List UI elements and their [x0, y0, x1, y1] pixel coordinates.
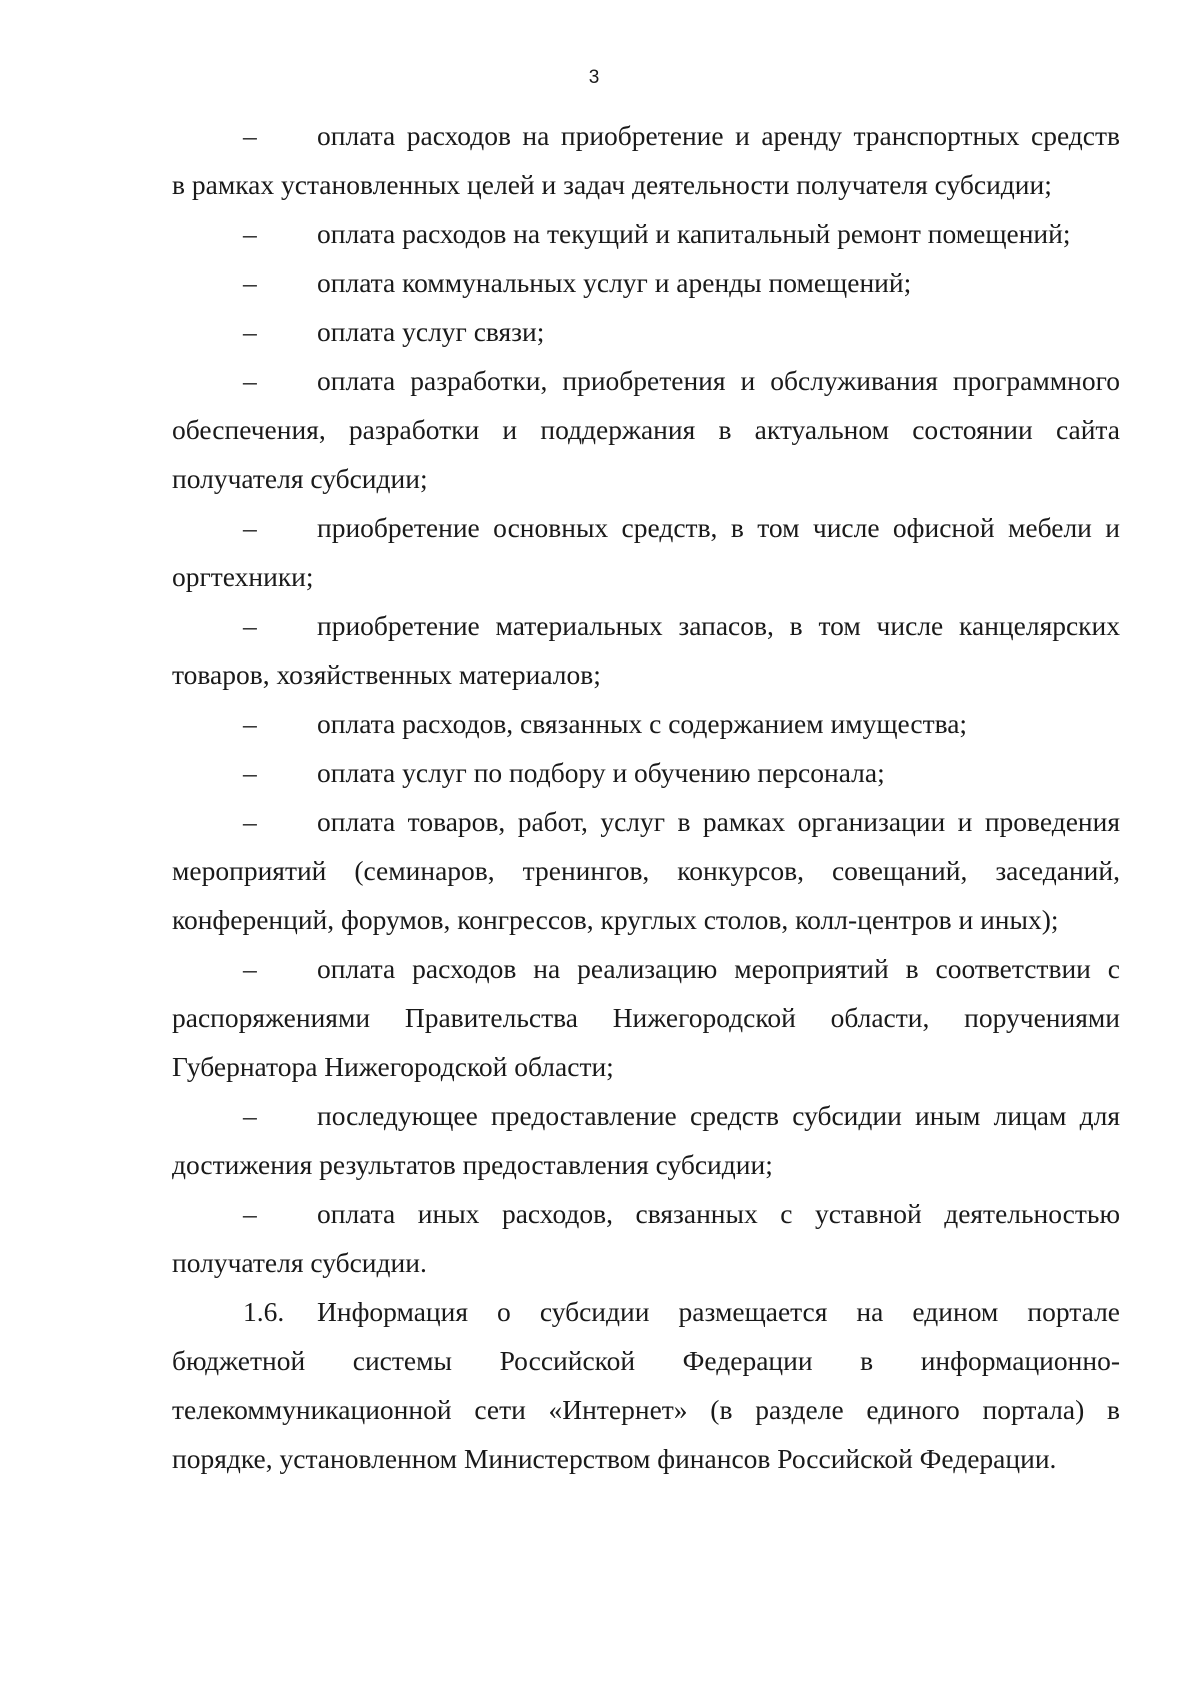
paragraph-first-line	[172, 111, 1120, 160]
text-line: оргтехники;	[172, 561, 314, 592]
list-item	[172, 1189, 1120, 1287]
list-item	[172, 111, 1120, 209]
list-dash-marker: –	[243, 1100, 257, 1131]
list-item	[172, 944, 1120, 1091]
list-dash-marker: –	[243, 806, 257, 837]
paragraph-first-line	[172, 503, 1120, 552]
list-item	[172, 748, 1120, 797]
list-item	[172, 601, 1120, 699]
list-dash-marker: –	[243, 218, 257, 249]
text-line: оплата расходов на реализацию мероприятий в соответствии с	[317, 953, 1120, 984]
list-dash-marker: –	[243, 610, 257, 641]
text-line: оплата иных расходов, связанных с уставной деятельностью	[317, 1198, 1120, 1229]
text-line: приобретение основных средств, в том числе офисной мебели и	[317, 512, 1120, 543]
text-line: порядке, установленном Министерством финансов Российской Федерации.	[172, 1443, 1057, 1474]
text-line: оплата расходов на текущий и капитальный ремонт помещений;	[317, 218, 1071, 249]
text-line: бюджетной системы Российской Федерации в информационно-	[172, 1345, 1120, 1376]
list-item	[172, 356, 1120, 503]
list-dash-marker: –	[243, 953, 257, 984]
paragraph-first-line	[172, 1091, 1120, 1140]
paragraph-first-line	[172, 1189, 1120, 1238]
list-dash-marker: –	[243, 316, 257, 347]
list-item	[172, 797, 1120, 944]
text-line: оплата расходов, связанных с содержанием имущества;	[317, 708, 968, 739]
paragraph-first-line	[172, 209, 1120, 258]
list-dash-marker: –	[243, 757, 257, 788]
text-line: оплата услуг по подбору и обучению персонала;	[317, 757, 885, 788]
text-line: товаров, хозяйственных материалов;	[172, 659, 601, 690]
text-line: Губернатора Нижегородской области;	[172, 1051, 614, 1082]
text-line: в рамках установленных целей и задач деятельности получателя субсидии;	[172, 169, 1052, 200]
text-line: приобретение материальных запасов, в том числе канцелярских	[317, 610, 1120, 641]
list-dash-marker: –	[243, 1198, 257, 1229]
numbered-paragraph	[172, 1287, 1120, 1483]
text-line: оплата товаров, работ, услуг в рамках организации и проведения	[317, 806, 1120, 837]
list-dash-marker: –	[243, 120, 257, 151]
text-line: конференций, форумов, конгрессов, круглых столов, колл-центров и иных);	[172, 904, 1059, 935]
paragraph-first-line	[172, 307, 1120, 356]
paragraph-first-line	[172, 944, 1120, 993]
text-line: обеспечения, разработки и поддержания в актуальном состоянии сайта	[172, 414, 1120, 445]
paragraph-first-line	[172, 699, 1120, 748]
text-line: оплата расходов на приобретение и аренду транспортных средств	[317, 120, 1120, 151]
list-item	[172, 503, 1120, 601]
text-line: оплата коммунальных услуг и аренды помещений;	[317, 267, 912, 298]
paragraph-first-line	[172, 258, 1120, 307]
document-body	[172, 111, 1120, 1483]
paragraph-first-line	[172, 601, 1120, 650]
section-number: 1.6.	[243, 1296, 285, 1327]
list-item	[172, 699, 1120, 748]
text-line: получателя субсидии.	[172, 1247, 427, 1278]
text-line: распоряжениями Правительства Нижегородской области, поручениями	[172, 1002, 1120, 1033]
text-line: оплата услуг связи;	[317, 316, 545, 347]
list-item	[172, 1091, 1120, 1189]
text-line: достижения результатов предоставления субсидии;	[172, 1149, 773, 1180]
text-line: телекоммуникационной сети «Интернет» (в разделе единого портала) в	[172, 1394, 1120, 1425]
page-number: 3	[588, 67, 600, 88]
list-dash-marker: –	[243, 708, 257, 739]
text-line: получателя субсидии;	[172, 463, 428, 494]
paragraph-first-line	[172, 356, 1120, 405]
paragraph-first-line	[172, 797, 1120, 846]
list-dash-marker: –	[243, 365, 257, 396]
list-dash-marker: –	[243, 512, 257, 543]
paragraph-first-line	[172, 748, 1120, 797]
list-item	[172, 258, 1120, 307]
text-line: последующее предоставление средств субсидии иным лицам для	[317, 1100, 1120, 1131]
list-item	[172, 209, 1120, 258]
list-dash-marker: –	[243, 267, 257, 298]
paragraph-first-line	[172, 1287, 1120, 1336]
list-item	[172, 307, 1120, 356]
text-line: мероприятий (семинаров, тренингов, конкурсов, совещаний, заседаний,	[172, 855, 1120, 886]
text-line: оплата разработки, приобретения и обслуживания программного	[317, 365, 1120, 396]
text-line: Информация о субсидии размещается на едином портале	[317, 1296, 1120, 1327]
